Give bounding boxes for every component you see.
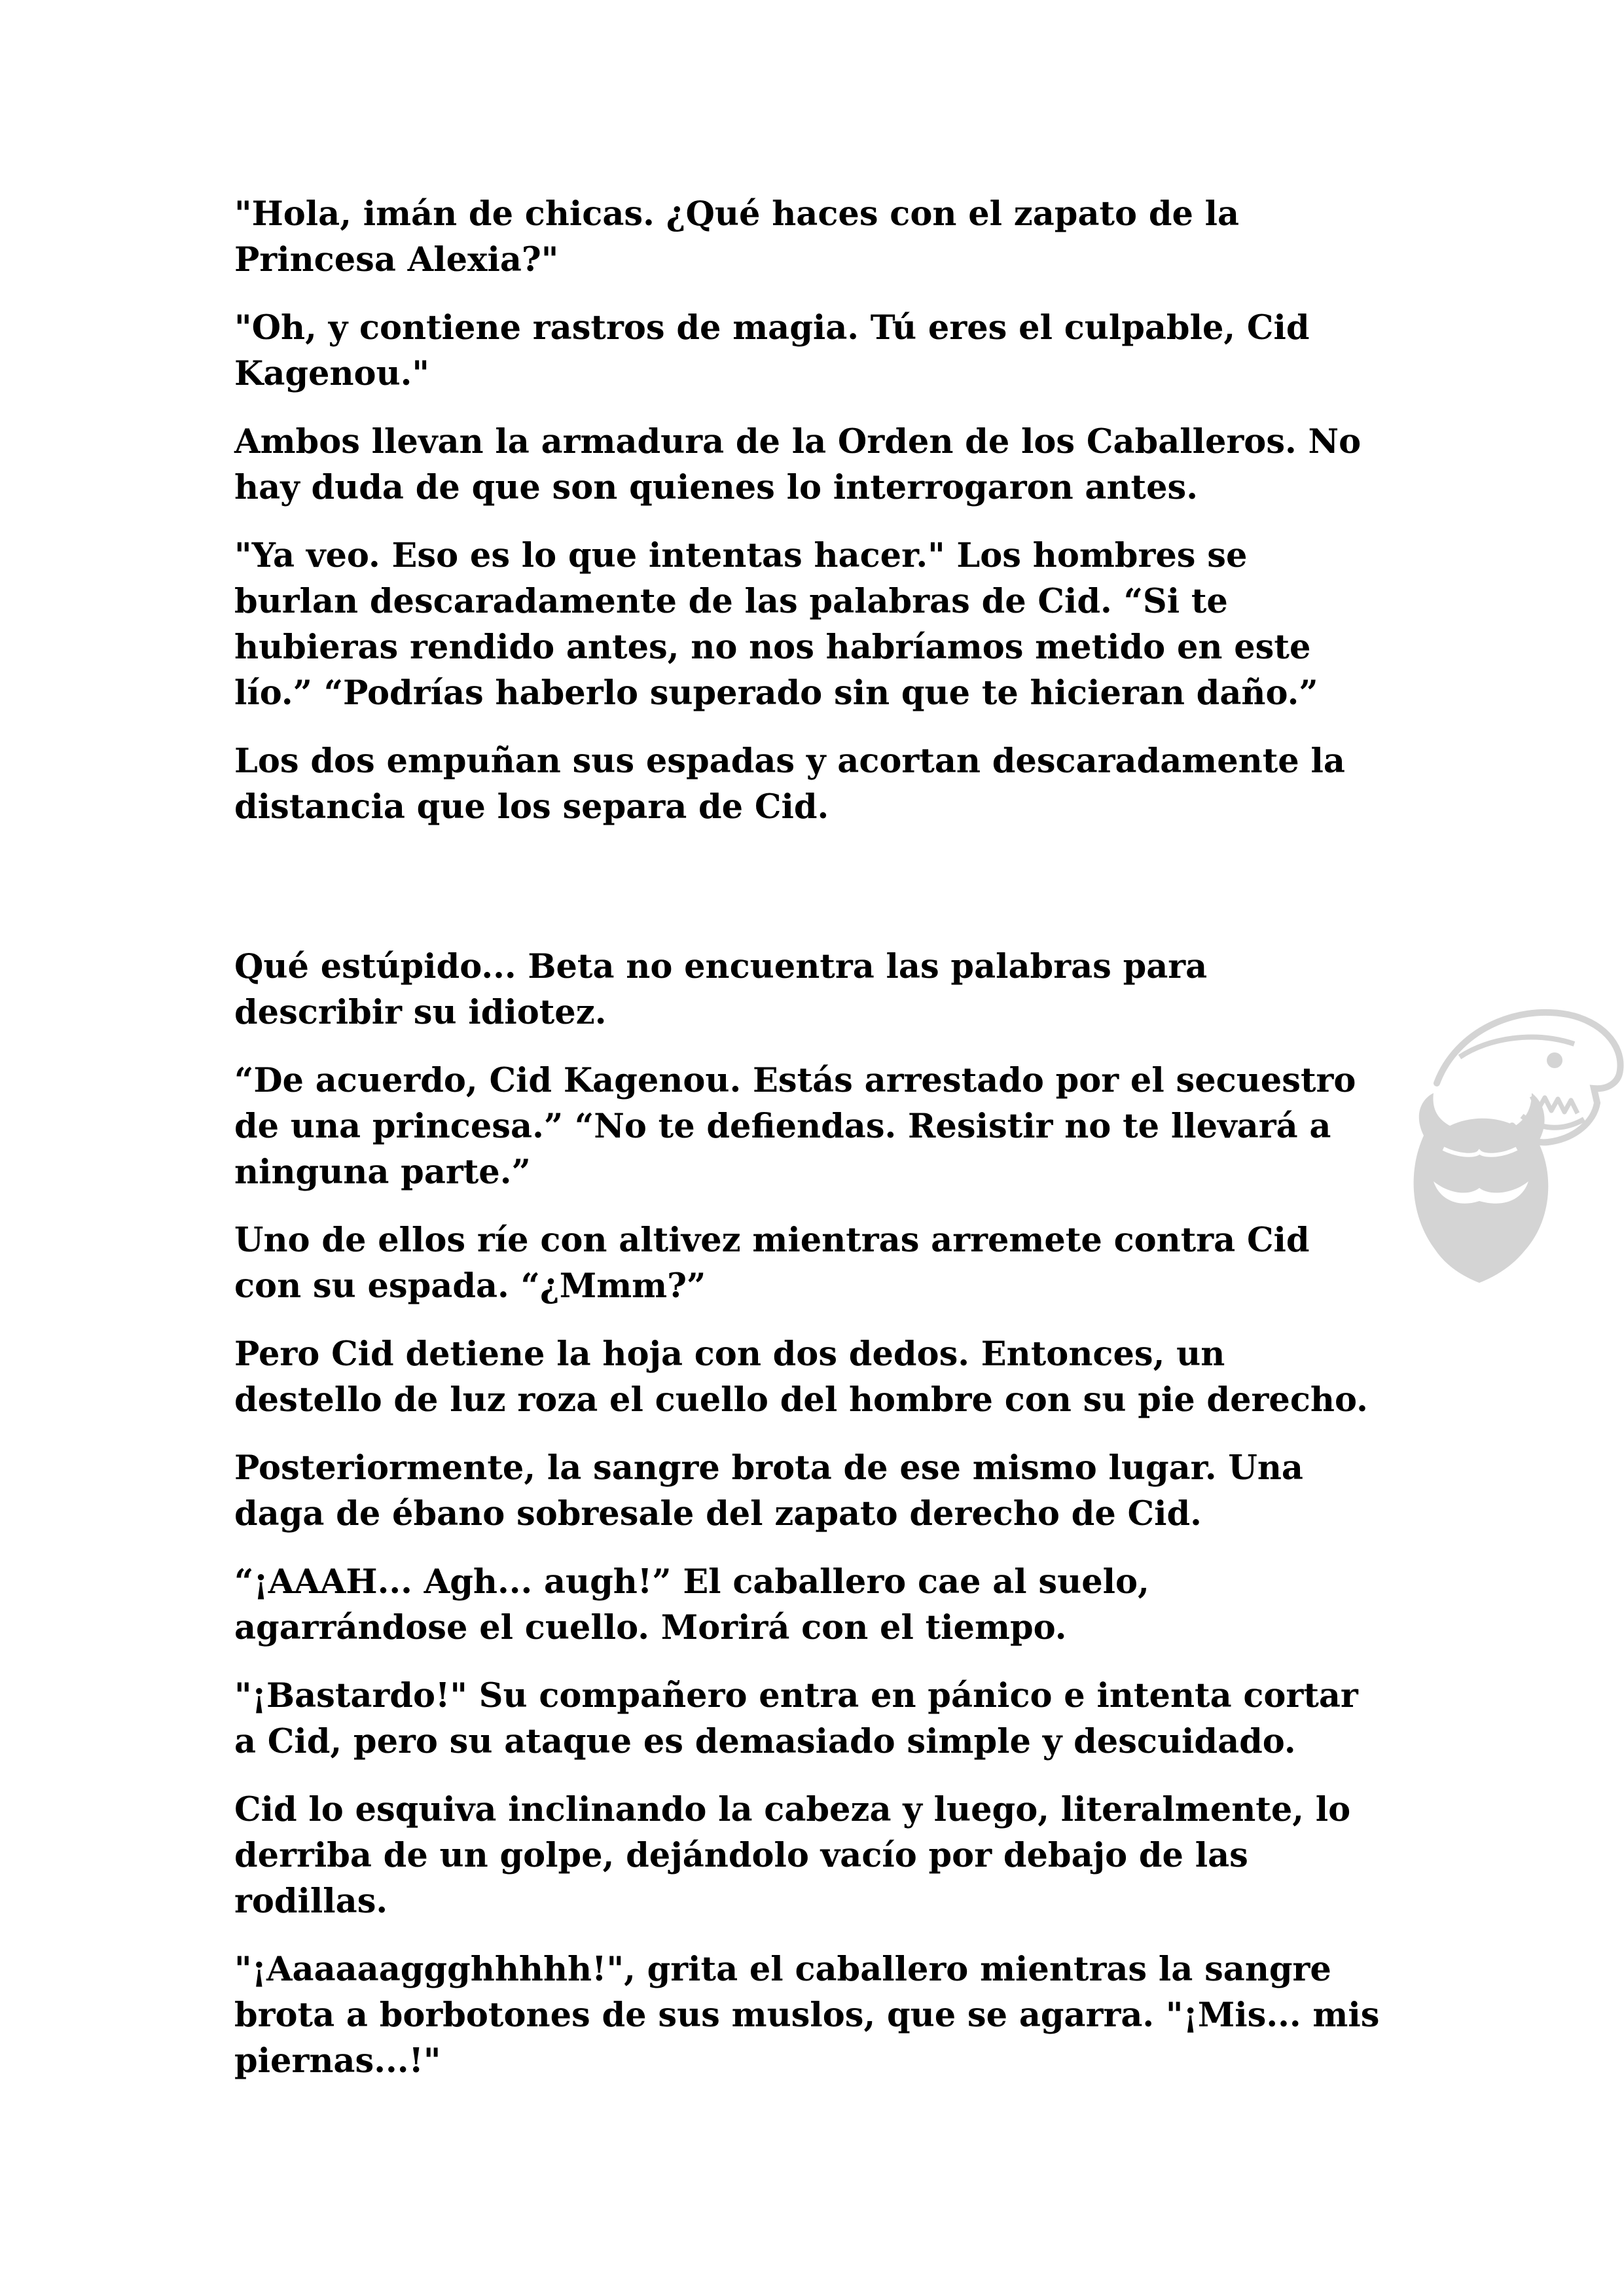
paragraph: Qué estúpido... Beta no encuentra las palabras para describir su idiotez. <box>234 947 1208 1032</box>
paragraph: Uno de ellos ríe con altivez mientras arremete contra Cid con su espada. “¿Mmm?” <box>234 1221 1310 1306</box>
paragraph: “De acuerdo, Cid Kagenou. Estás arrestado por el secuestro de una princesa.” “No te defiendas. Resistir no te llevará a ninguna parte.” <box>234 1061 1356 1192</box>
paragraph: Pero Cid detiene la hoja con dos dedos. Entonces, un destello de luz roza el cuello del hombre con su pie derecho. <box>234 1335 1368 1420</box>
dinosaur-devil-mask-logo-icon <box>1398 985 1624 1293</box>
paragraph: "Hola, imán de chicas. ¿Qué haces con el zapato de la Princesa Alexia?" <box>234 194 1240 279</box>
paragraph: "Oh, y contiene rastros de magia. Tú eres el culpable, Cid Kagenou." <box>234 308 1310 393</box>
paragraph: Cid lo esquiva inclinando la cabeza y luego, literalmente, lo derriba de un golpe, dejándolo vacío por debajo de las rodillas. <box>234 1790 1351 1921</box>
paragraph: Ambos llevan la armadura de la Orden de los Caballeros. No hay duda de que son quienes lo interrogaron antes. <box>234 422 1362 507</box>
paragraph: Posteriormente, la sangre brota de ese mismo lugar. Una daga de ébano sobresale del zapato derecho de Cid. <box>234 1448 1303 1534</box>
paragraph: “¡AAAH... Agh... augh!” El caballero cae al suelo, agarrándose el cuello. Morirá con el tiempo. <box>234 1562 1149 1647</box>
paragraph: Los dos empuñan sus espadas y acortan descaradamente la distancia que los separa de Cid. <box>234 742 1345 827</box>
paragraph: "¡Bastardo!" Su compañero entra en pánico e intenta cortar a Cid, pero su ataque es demasiado simple y descuidado. <box>234 1676 1358 1761</box>
text-body <box>234 191 1396 2106</box>
paragraph: "Ya veo. Eso es lo que intentas hacer." Los hombres se burlan descaradamente de las palabras de Cid. “Si te hubieras rendido antes, no nos habríamos metido en este lío.” “Podrías haberlo superado sin que te hicieran daño.” <box>234 536 1318 713</box>
section-break <box>234 852 1396 944</box>
paragraph: "¡Aaaaaaggghhhhh!", grita el caballero mientras la sangre brota a borbotones de sus muslos, que se agarra. "¡Mis... mis piernas...!" <box>234 1950 1380 2081</box>
